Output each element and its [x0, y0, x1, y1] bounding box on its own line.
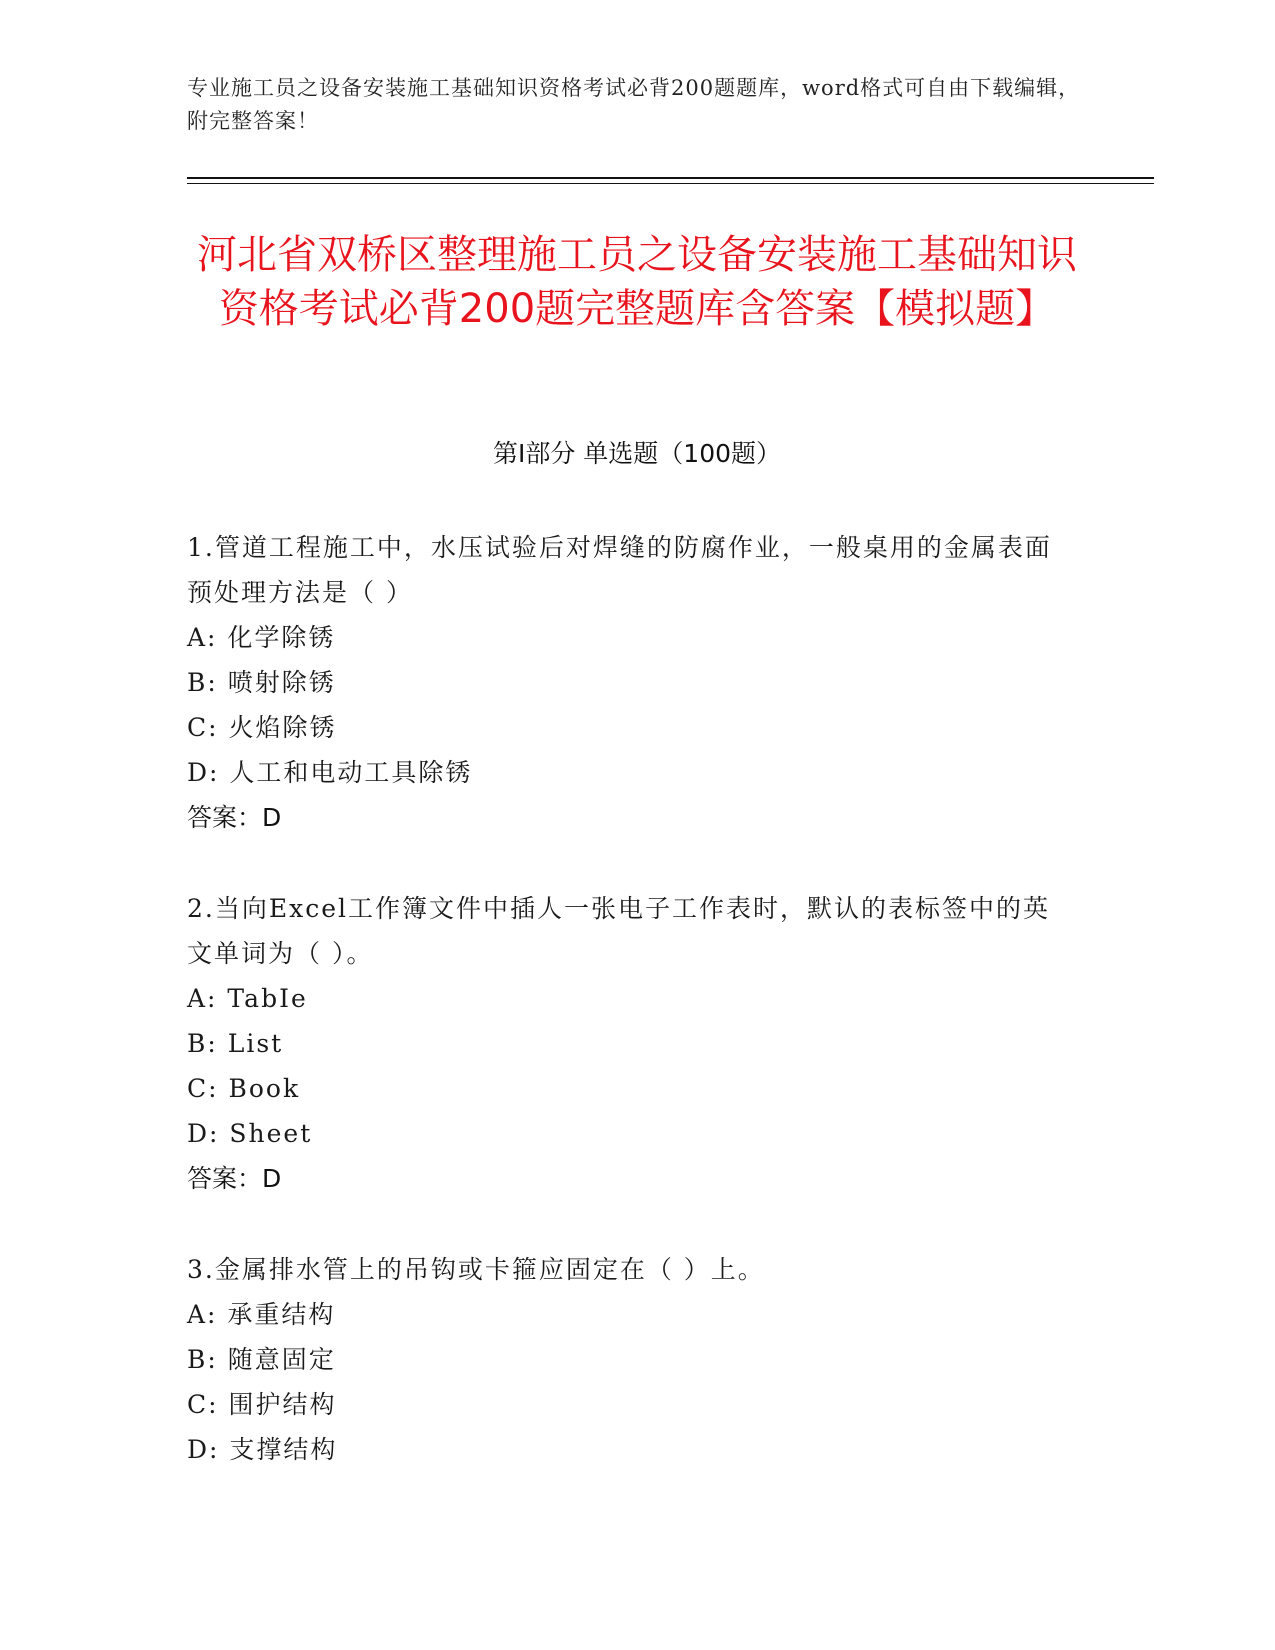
section-heading: 第I部分 单选题（100题）	[492, 439, 782, 468]
question-spacer	[187, 1201, 1067, 1247]
question-1	[187, 525, 1067, 840]
header-divider-thick	[187, 177, 1154, 179]
header-note: 专业施工员之设备安装施工基础知识资格考试必背200题题库，word格式可自由下载编辑，附完整答案！	[187, 76, 1081, 133]
option-c: C: Book	[187, 1074, 301, 1103]
option-c: C: 火焰除锈	[187, 713, 337, 742]
question-stem: 1.管道工程施工中，水压试验后对焊缝的防腐作业，一般桌用的金属表面预处理方法是（ ）	[187, 533, 1052, 607]
option-d: D: 人工和电动工具除锈	[187, 758, 473, 787]
answer-line: 答案：D	[187, 1164, 282, 1193]
option-a: A: 化学除锈	[187, 623, 336, 652]
question-stem: 2.当向Excel工作簿文件中插人一张电子工作表时，默认的表标签中的英文单词为（ ）。	[187, 894, 1050, 968]
question-spacer	[187, 840, 1067, 886]
option-c: C: 围护结构	[187, 1390, 337, 1419]
option-b: B: 喷射除锈	[187, 668, 336, 697]
answer-line: 答案：D	[187, 803, 282, 832]
option-a: A: 承重结构	[187, 1300, 336, 1329]
option-b: B: 随意固定	[187, 1345, 336, 1374]
option-a: A: TabIe	[187, 984, 308, 1013]
option-b: B: List	[187, 1029, 284, 1058]
option-d: D: Sheet	[187, 1119, 313, 1148]
header-divider-thin	[187, 183, 1154, 184]
question-stem: 3.金属排水管上的吊钩或卡箍应固定在（ ）上。	[187, 1255, 765, 1284]
option-d: D: 支撑结构	[187, 1435, 338, 1464]
question-2	[187, 886, 1067, 1201]
question-3	[187, 1247, 1067, 1472]
question-list	[187, 525, 1067, 1472]
document-title: 河北省双桥区整理施工员之设备安装施工基础知识资格考试必背200题完整题库含答案【模拟题】	[197, 232, 1077, 332]
